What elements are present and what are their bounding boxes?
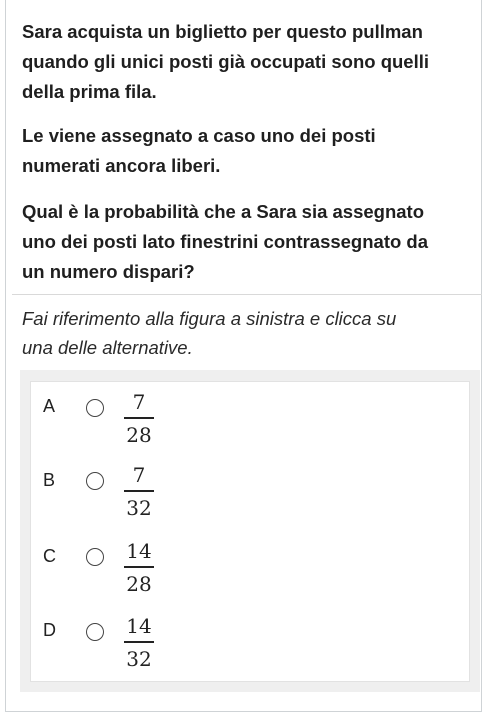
numerator: 7 (132, 463, 146, 487)
radio-button[interactable] (86, 472, 104, 490)
fraction (124, 613, 154, 672)
option-letter: C (43, 546, 56, 566)
radio-button[interactable] (86, 399, 104, 417)
fraction-bar (124, 641, 154, 643)
option-b[interactable] (31, 458, 469, 530)
answer-options-box (20, 370, 480, 692)
numerator: 7 (132, 390, 146, 414)
numerator: 14 (126, 614, 152, 638)
question-line: quando gli unici posti già occupati sono quelli (22, 51, 430, 72)
question-line: Le viene assegnato a caso uno dei posti (22, 125, 376, 146)
question-paragraph-1 (22, 17, 477, 107)
numerator: 14 (126, 539, 152, 563)
fraction-bar (124, 566, 154, 568)
question-panel (5, 0, 482, 712)
divider (12, 294, 482, 295)
option-letter: A (43, 396, 56, 416)
fraction-bar (124, 490, 154, 492)
answer-options-list (30, 381, 470, 682)
option-a[interactable] (31, 386, 469, 458)
instruction-text (22, 304, 477, 362)
option-d[interactable] (31, 608, 469, 680)
question-line: un numero dispari? (22, 261, 195, 282)
option-c[interactable] (31, 534, 469, 606)
question-paragraph-2 (22, 121, 477, 181)
question-line: Qual è la probabilità che a Sara sia assegnato (22, 201, 425, 222)
denominator: 32 (126, 495, 152, 520)
question-line: Sara acquista un biglietto per questo pullman (22, 21, 423, 42)
question-paragraph-3 (22, 197, 477, 287)
question-line: numerati ancora liberi. (22, 155, 221, 176)
fraction (124, 389, 154, 448)
instruction-line: Fai riferimento alla figura a sinistra e clicca su (22, 308, 397, 329)
radio-button[interactable] (86, 623, 104, 641)
denominator: 28 (126, 571, 152, 596)
fraction (124, 538, 154, 597)
question-line: uno dei posti lato finestrini contrassegnato da (22, 231, 429, 252)
instruction-line: una delle alternative. (22, 337, 193, 358)
denominator: 28 (126, 422, 152, 447)
fraction (124, 462, 154, 521)
fraction-bar (124, 417, 154, 419)
denominator: 32 (126, 646, 152, 671)
radio-button[interactable] (86, 548, 104, 566)
option-letter: D (43, 620, 56, 640)
option-letter: B (43, 470, 56, 490)
question-line: della prima fila. (22, 81, 157, 102)
